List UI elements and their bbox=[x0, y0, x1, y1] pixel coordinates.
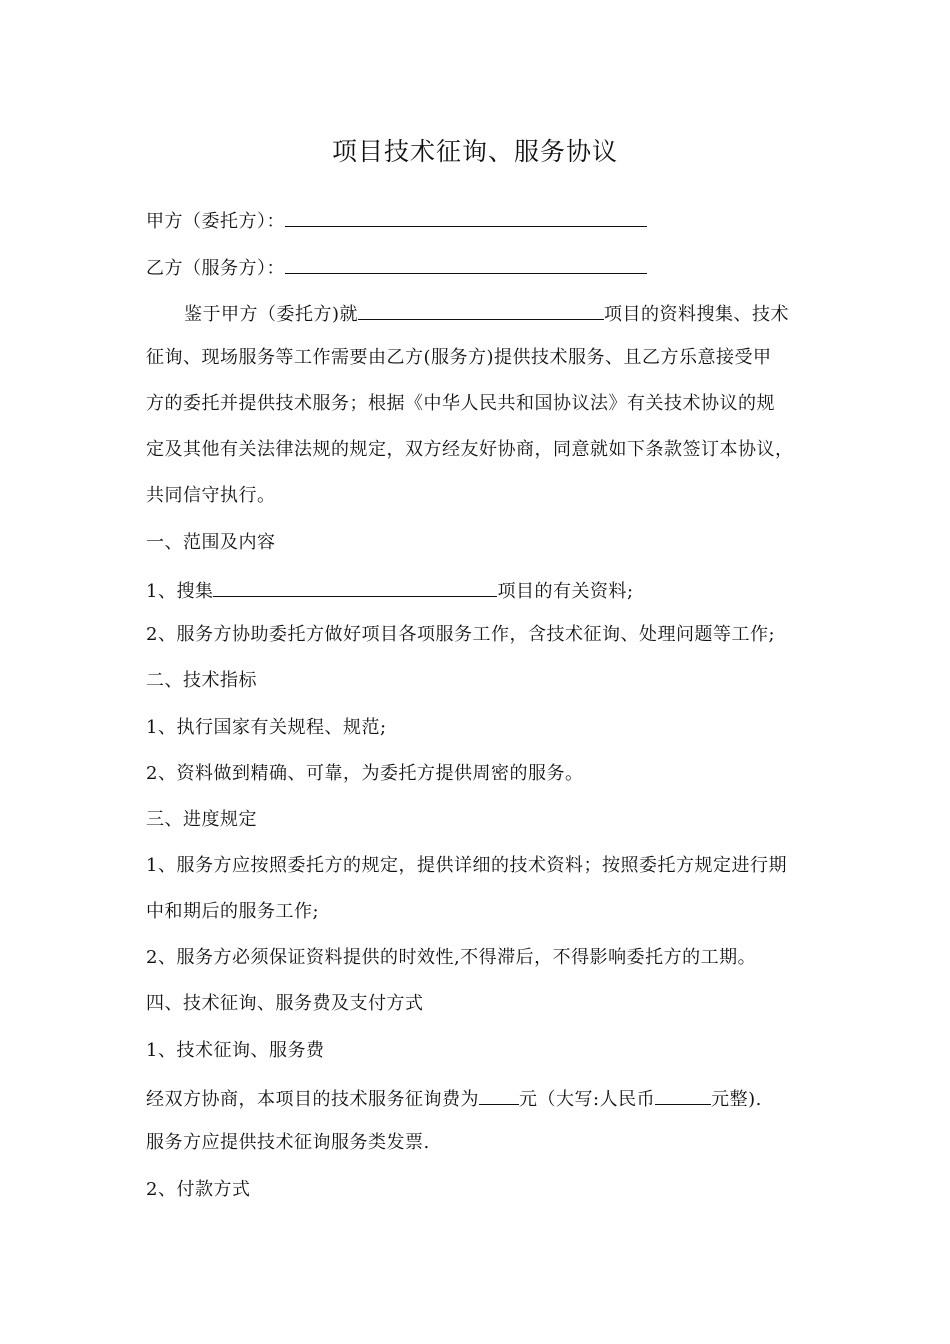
section-3-item-2: 2、服务方必须保证资料提供的时效性,不得滞后，不得影响委托方的工期。 bbox=[146, 947, 757, 968]
fee-line bbox=[146, 1084, 762, 1113]
preamble-line-1 bbox=[184, 299, 789, 328]
preamble-text: 项目的资料搜集、技术 bbox=[604, 304, 790, 325]
section-3-item-1b: 中和期后的服务工作; bbox=[146, 901, 320, 922]
section-2-item-2: 2、资料做到精确、可靠，为委托方提供周密的服务。 bbox=[146, 763, 584, 784]
fee-text: 元整). bbox=[711, 1089, 762, 1110]
section-3-item-1a: 1、服务方应按照委托方的规定，提供详细的技术资料；按照委托方规定进行期 bbox=[146, 855, 787, 876]
party-a-label: 甲方（委托方）： bbox=[146, 211, 285, 232]
collect-project-blank[interactable] bbox=[213, 576, 497, 597]
fee-amount-blank[interactable] bbox=[479, 1084, 519, 1105]
preamble-text: 鉴于甲方（委托方)就 bbox=[184, 304, 359, 325]
section-1-heading: 一、范围及内容 bbox=[146, 532, 276, 553]
section-4-heading: 四、技术征询、服务费及支付方式 bbox=[146, 993, 424, 1014]
party-a-line bbox=[146, 206, 647, 235]
preamble-line-4: 定及其他有关法律法规的规定，双方经友好协商，同意就如下条款签订本协议， bbox=[146, 439, 794, 460]
section-1-item-1 bbox=[146, 576, 634, 605]
fee-uppercase-blank[interactable] bbox=[655, 1084, 711, 1105]
section-4-item-1: 1、技术征询、服务费 bbox=[146, 1040, 325, 1061]
document-title: 项目技术征询、服务协议 bbox=[331, 137, 618, 166]
party-b-label: 乙方（服务方）： bbox=[146, 258, 285, 279]
preamble-line-3: 方的委托并提供技术服务；根据《中华人民共和国协议法》有关技术协议的规 bbox=[146, 393, 775, 414]
section-3-heading: 三、进度规定 bbox=[146, 809, 257, 830]
party-b-line bbox=[146, 253, 647, 282]
invoice-line: 服务方应提供技术征询服务类发票. bbox=[146, 1132, 430, 1153]
item-text: 项目的有关资料; bbox=[497, 581, 634, 602]
fee-text: 元（大写:人民币 bbox=[519, 1089, 656, 1110]
party-b-blank[interactable] bbox=[285, 253, 647, 274]
section-4-item-2: 2、付款方式 bbox=[146, 1179, 251, 1200]
party-a-blank[interactable] bbox=[285, 206, 647, 227]
project-name-blank[interactable] bbox=[358, 299, 604, 320]
preamble-line-2: 征询、现场服务等工作需要由乙方(服务方)提供技术服务、且乙方乐意接受甲 bbox=[146, 347, 772, 368]
preamble-line-5: 共同信守执行。 bbox=[146, 485, 276, 506]
section-2-heading: 二、技术指标 bbox=[146, 670, 257, 691]
item-text: 1、搜集 bbox=[146, 581, 214, 602]
section-1-item-2: 2、服务方协助委托方做好项目各项服务工作，含技术征询、处理问题等工作; bbox=[146, 624, 776, 645]
fee-text: 经双方协商，本项目的技术服务征询费为 bbox=[146, 1089, 479, 1110]
section-2-item-1: 1、执行国家有关规程、规范; bbox=[146, 717, 387, 738]
